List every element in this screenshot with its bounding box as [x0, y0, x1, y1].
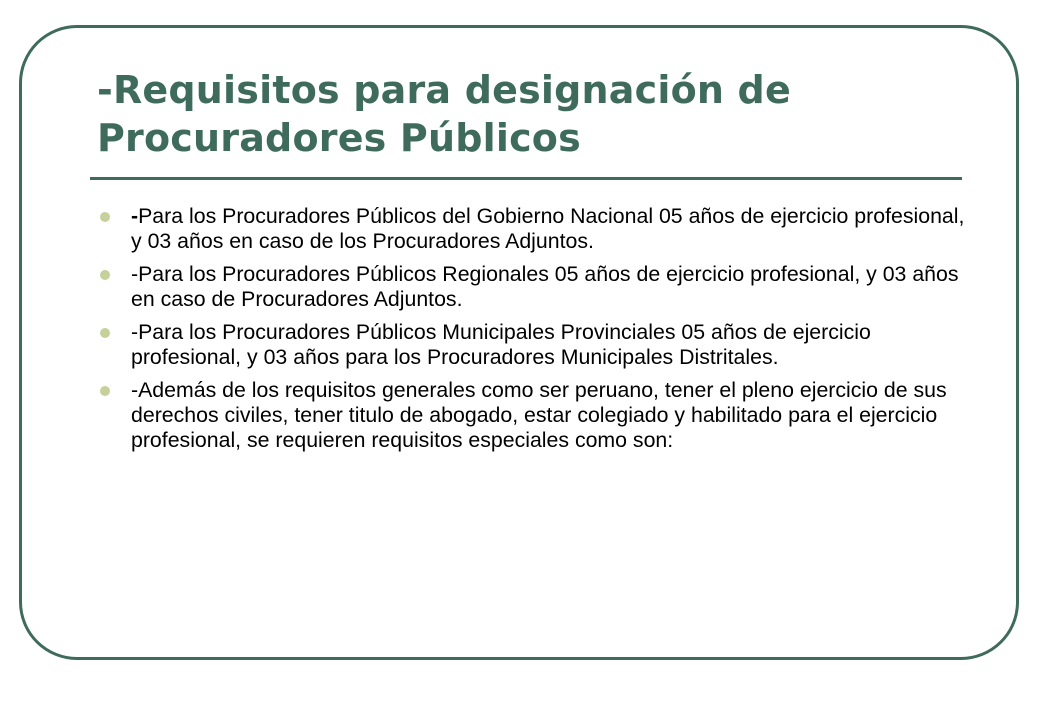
bullet-dot-icon — [100, 212, 110, 222]
bullet-list — [100, 204, 980, 461]
slide-title: -Requisitos para designación de Procuradores Públicos — [97, 68, 791, 160]
bullet-item-4 — [100, 378, 980, 453]
bullet-item-1 — [100, 204, 980, 254]
bullet-lead-dash: - — [131, 204, 139, 228]
title-underline — [90, 177, 962, 180]
bullet-text-4: -Además de los requisitos generales como ser peruano, tener el pleno ejercicio de sus derechos civiles, tener titulo de abogado, estar colegiado y habilitado para el ejercicio profesional, se requieren requisitos especiales como son: — [131, 378, 947, 452]
bullet-body-1: Para los Procuradores Públicos del Gobierno Nacional 05 años de ejercicio profesional, y 03 años en caso de los Procuradores Adjuntos. — [131, 204, 965, 253]
bullet-dot-icon — [100, 386, 110, 396]
bullet-item-2 — [100, 262, 980, 312]
bullet-dot-icon — [100, 328, 110, 338]
bullet-text-1 — [131, 204, 980, 254]
bullet-text-2: -Para los Procuradores Públicos Regionales 05 años de ejercicio profesional, y 03 años en caso de Procuradores Adjuntos. — [131, 262, 959, 311]
bullet-item-3 — [100, 320, 980, 370]
bullet-dot-icon — [100, 270, 110, 280]
bullet-text-3: -Para los Procuradores Públicos Municipales Provinciales 05 años de ejercicio profesional, y 03 años para los Procuradores Municipales Distritales. — [131, 320, 871, 369]
